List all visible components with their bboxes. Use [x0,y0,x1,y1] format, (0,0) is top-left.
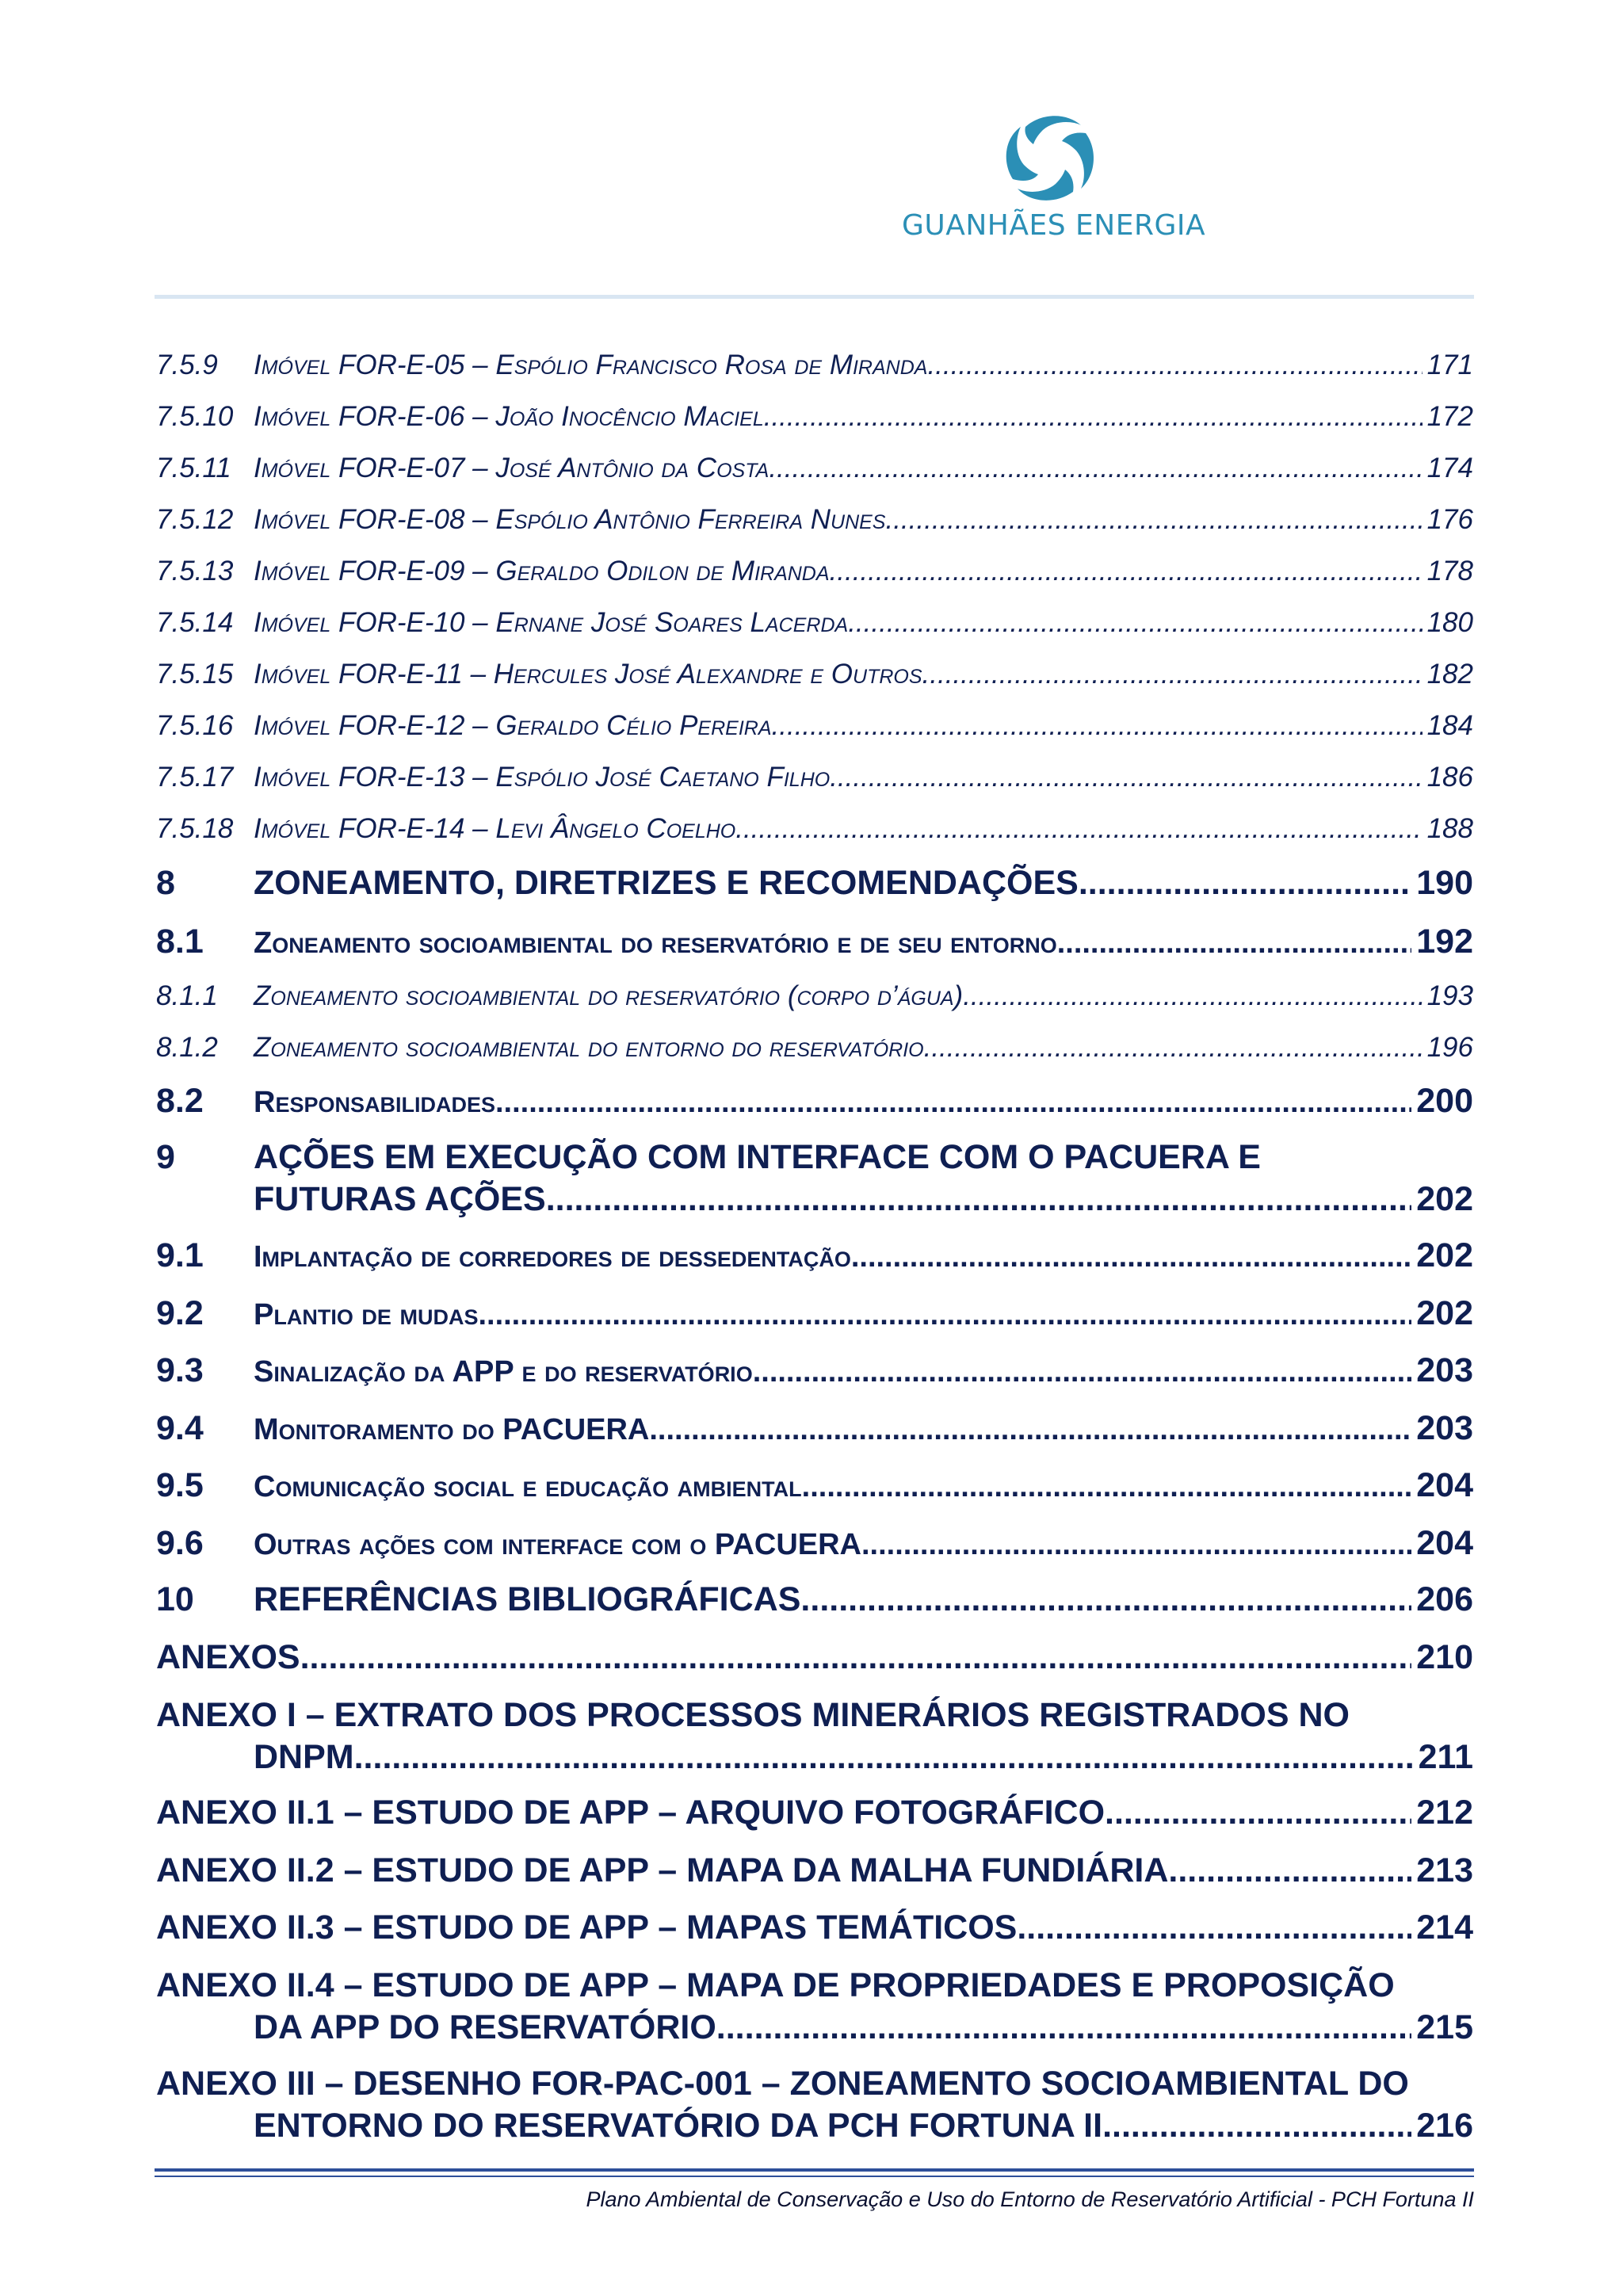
footer-text: Plano Ambiental de Conservação e Uso do Entorno de Reservatório Artificial - PCH Fortuna II [586,2187,1474,2211]
toc-entry-8-2[interactable]: 8.2 Responsabilidades ..... 200 [156,1082,1473,1121]
footer-divider-thin [155,2176,1474,2177]
toc-entry-9[interactable]: 9 AÇÕES EM EXECUÇÃO COM INTERFACE COM O PACUERA E FUTURAS AÇÕES ..... 202 [156,1138,1473,1219]
toc-entry-7-5-9[interactable]: 7.5.9 Imóvel FOR-E-05 – Espólio Francisco Rosa de Miranda ..... 171 [156,350,1473,381]
header-divider [155,295,1474,299]
guanhaes-logo-icon [1003,109,1098,204]
logo-text: GUANHÃES ENERGIA [902,209,1206,242]
toc-entry-7-5-17[interactable]: 7.5.17 Imóvel FOR-E-13 – Espólio José Caetano Filho ..... 186 [156,762,1473,793]
toc-entry-anexo-ii-2[interactable]: ANEXO II.2 – ESTUDO DE APP – MAPA DA MALHA FUNDIÁRIA ..... 213 [156,1851,1473,1890]
toc-entry-anexo-iii[interactable]: ANEXO III – DESENHO FOR-PAC-001 – ZONEAMENTO SOCIOAMBIENTAL DO ENTORNO DO RESERVATÓRIO DA PCH FORTUNA II ..... 216 [156,2065,1473,2145]
toc-entry-7-5-10[interactable]: 7.5.10 Imóvel FOR-E-06 – João Inocêncio Maciel ..... 172 [156,401,1473,433]
toc-entry-7-5-18[interactable]: 7.5.18 Imóvel FOR-E-14 – Levi Ângelo Coelho ..... 188 [156,813,1473,845]
toc-entry-anexo-i[interactable]: ANEXO I – EXTRATO DOS PROCESSOS MINERÁRIOS REGISTRADOS NO DNPM ..... 211 [156,1696,1473,1777]
toc-entry-7-5-16[interactable]: 7.5.16 Imóvel FOR-E-12 – Geraldo Célio Pereira ..... 184 [156,710,1473,742]
toc-entry-7-5-15[interactable]: 7.5.15 Imóvel FOR-E-11 – Hercules José Alexandre e Outros ..... 182 [156,659,1473,690]
toc-entry-9-4[interactable]: 9.4 Monitoramento do PACUERA ..... 203 [156,1409,1473,1448]
toc-entry-9-1[interactable]: 9.1 Implantação de corredores de dessedentação ..... 202 [156,1236,1473,1275]
company-logo [902,109,1206,244]
toc-entry-9-3[interactable]: 9.3 Sinalização da APP e do reservatório ..... 203 [156,1351,1473,1390]
toc-entry-anexo-ii-1[interactable]: ANEXO II.1 – ESTUDO DE APP – ARQUIVO FOTOGRÁFICO ..... 212 [156,1794,1473,1832]
toc-entry-10[interactable]: 10 REFERÊNCIAS BIBLIOGRÁFICAS ..... 206 [156,1580,1473,1619]
toc-entry-7-5-13[interactable]: 7.5.13 Imóvel FOR-E-09 – Geraldo Odilon de Miranda ..... 178 [156,556,1473,587]
toc-entry-7-5-14[interactable]: 7.5.14 Imóvel FOR-E-10 – Ernane José Soares Lacerda ..... 180 [156,607,1473,639]
toc-entry-8-1[interactable]: 8.1 Zoneamento socioambiental do reservatório e de seu entorno ..... 192 [156,923,1473,961]
toc-entry-8-1-2[interactable]: 8.1.2 Zoneamento socioambiental do entorno do reservatório ..... 196 [156,1032,1473,1064]
toc-entry-8-1-1[interactable]: 8.1.1 Zoneamento socioambiental do reservatório (corpo d’água) ..... 193 [156,980,1473,1012]
toc-entry-9-2[interactable]: 9.2 Plantio de mudas ..... 202 [156,1294,1473,1333]
toc-entry-anexo-ii-4[interactable]: ANEXO II.4 – ESTUDO DE APP – MAPA DE PROPRIEDADES E PROPOSIÇÃO DA APP DO RESERVATÓRIO ..... 215 [156,1966,1473,2047]
toc-entry-7-5-11[interactable]: 7.5.11 Imóvel FOR-E-07 – José Antônio da Costa ..... 174 [156,453,1473,484]
toc-entry-8[interactable]: 8 ZONEAMENTO, DIRETRIZES E RECOMENDAÇÕES ..... 190 [156,864,1473,903]
toc-entry-9-6[interactable]: 9.6 Outras ações com interface com o PACUERA ..... 204 [156,1524,1473,1563]
toc-entry-9-5[interactable]: 9.5 Comunicação social e educação ambiental ..... 204 [156,1466,1473,1505]
toc-entry-7-5-12[interactable]: 7.5.12 Imóvel FOR-E-08 – Espólio Antônio Ferreira Nunes ..... 176 [156,504,1473,536]
footer-divider [155,2168,1474,2172]
toc-entry-anexos[interactable]: ANEXOS ..... 210 [156,1638,1473,1677]
toc-entry-anexo-ii-3[interactable]: ANEXO II.3 – ESTUDO DE APP – MAPAS TEMÁTICOS ..... 214 [156,1908,1473,1947]
